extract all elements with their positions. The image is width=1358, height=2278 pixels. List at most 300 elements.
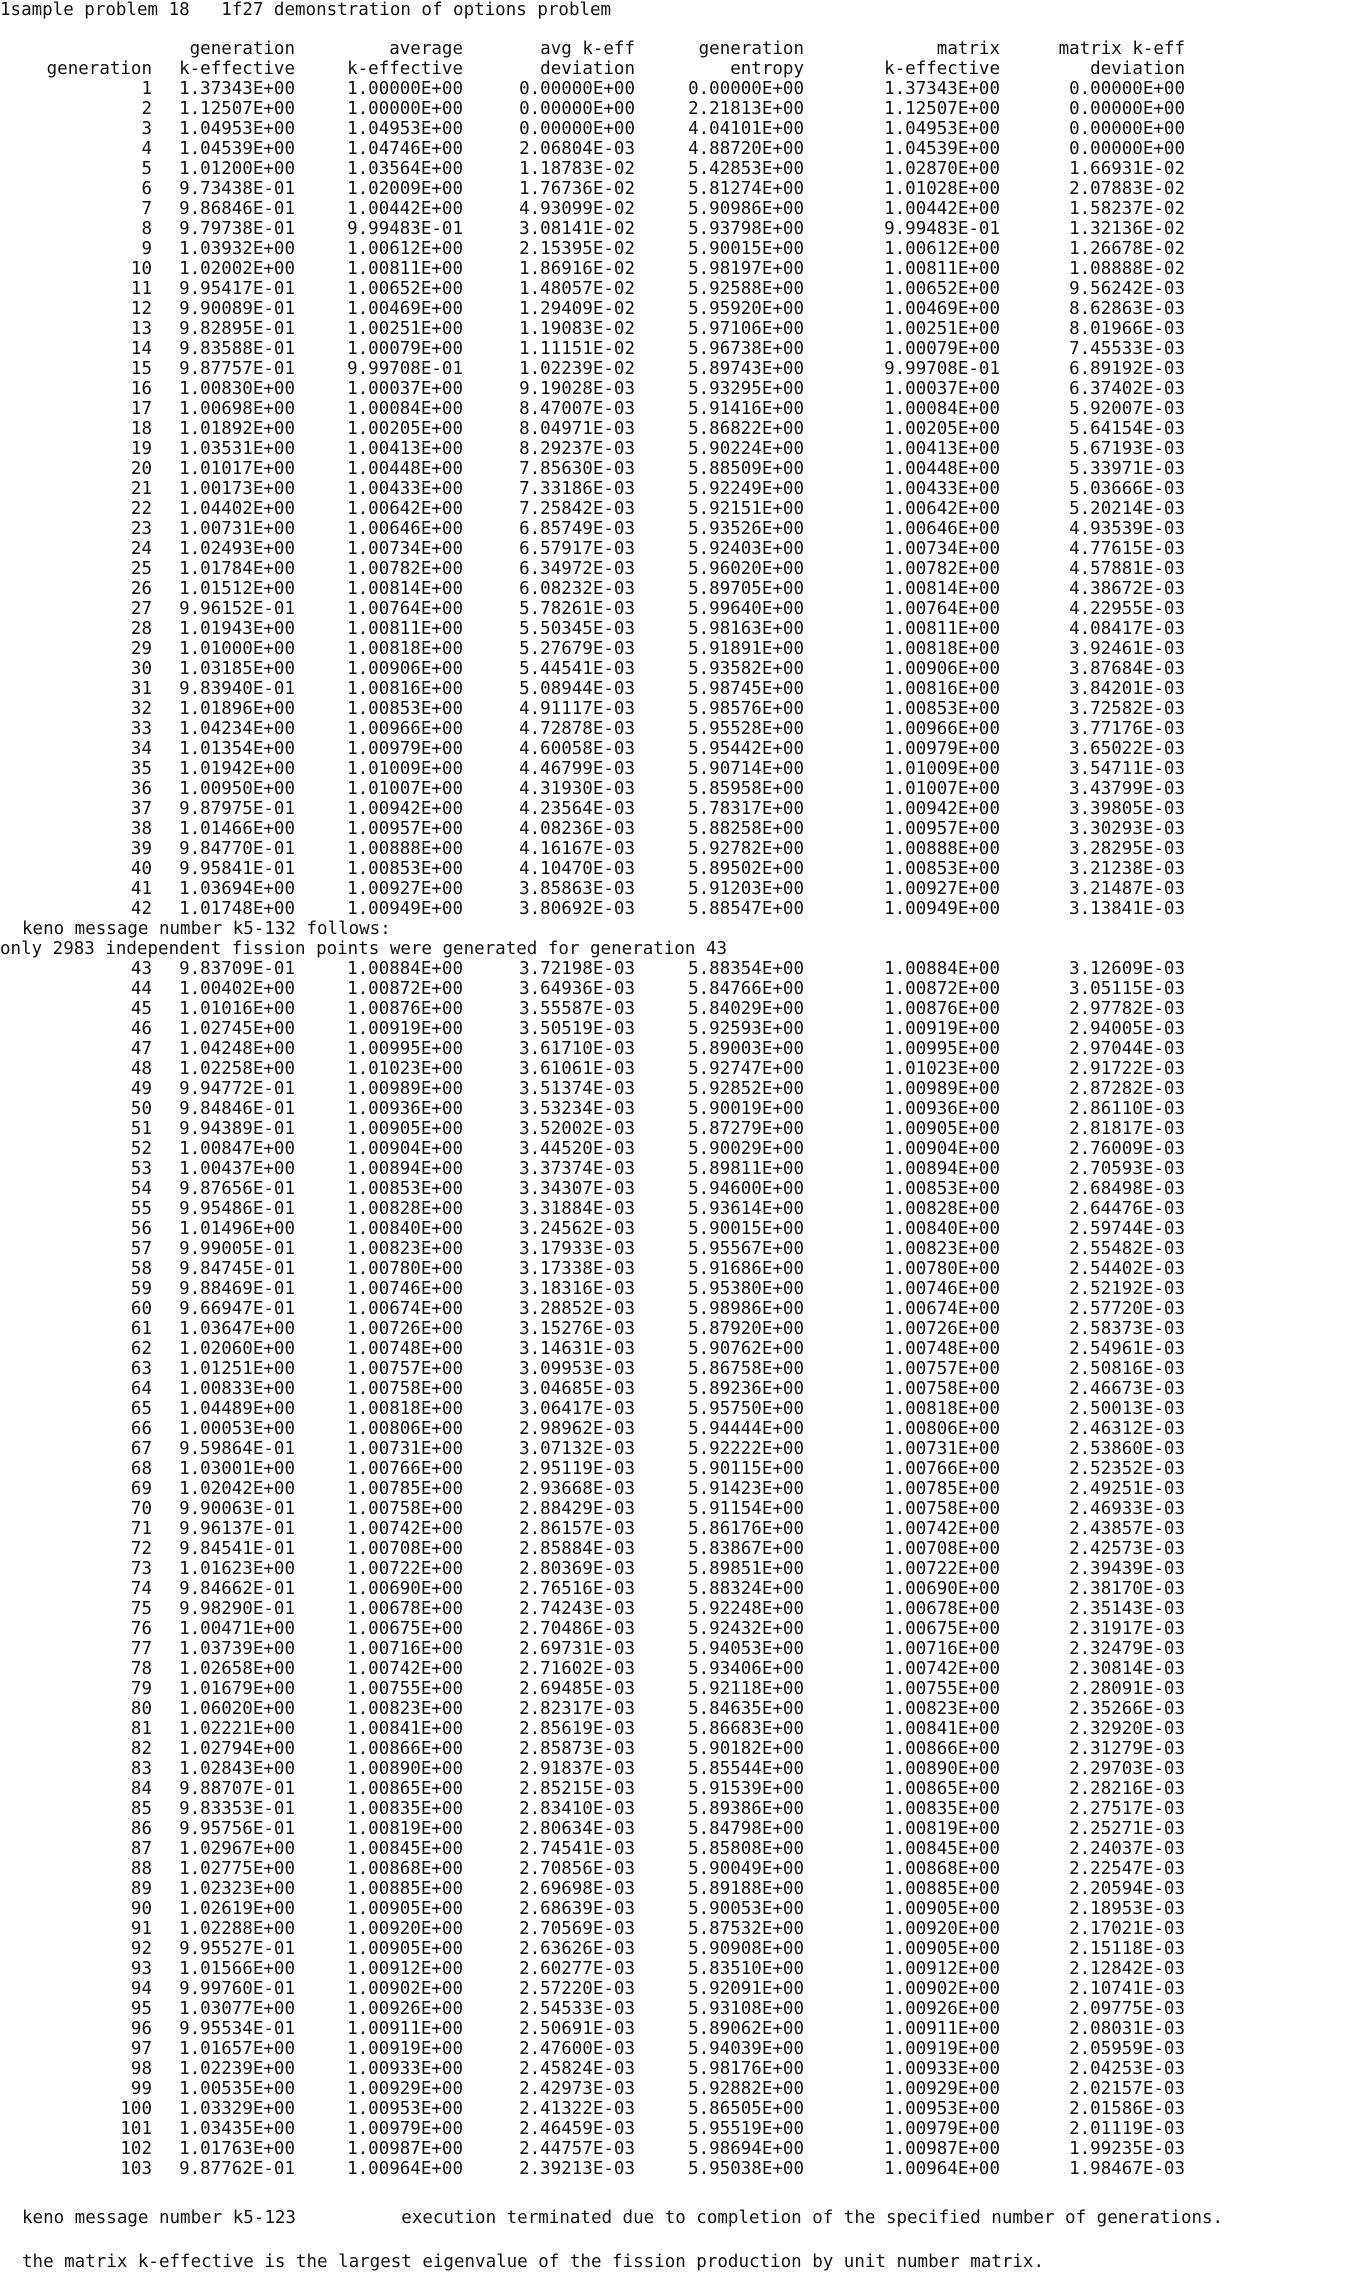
table-row	[0, 799, 1185, 819]
matrix-k-eff-deviation-cell: 2.20594E-03	[1069, 1879, 1185, 1899]
generation-k-effective-cell: 1.02619E+00	[179, 1899, 295, 1919]
average-k-effective-cell: 1.00037E+00	[347, 379, 463, 399]
matrix-k-effective-cell: 1.00678E+00	[884, 1599, 1000, 1619]
generation-k-effective-cell: 9.83709E-01	[179, 959, 295, 979]
generation-entropy-cell: 5.89386E+00	[688, 1799, 804, 1819]
matrix-k-effective-cell: 1.00835E+00	[884, 1799, 1000, 1819]
generation-k-effective-cell: 1.00950E+00	[179, 779, 295, 799]
generation-entropy-cell: 5.95920E+00	[688, 299, 804, 319]
average-k-effective-cell: 1.00872E+00	[347, 979, 463, 999]
table-row	[0, 519, 1185, 539]
generation-entropy-cell: 5.87920E+00	[688, 1319, 804, 1339]
matrix-k-eff-deviation-header: matrix k-eff	[1058, 39, 1185, 59]
matrix-k-eff-deviation-cell: 1.99235E-03	[1069, 2139, 1185, 2159]
generation-cell: 86	[130, 1819, 152, 1839]
avg-k-eff-deviation-cell: 5.44541E-03	[519, 659, 635, 679]
matrix-k-effective-cell: 1.00742E+00	[884, 1659, 1000, 1679]
matrix-k-eff-deviation-cell: 2.81817E-03	[1069, 1119, 1185, 1139]
generation-cell: 63	[130, 1359, 152, 1379]
generation-entropy-cell: 5.93582E+00	[688, 659, 804, 679]
generation-entropy-cell: 5.97106E+00	[688, 319, 804, 339]
generation-cell: 23	[130, 519, 152, 539]
generation-k-effective-cell: 1.06020E+00	[179, 1699, 295, 1719]
matrix-k-effective-cell: 1.00868E+00	[884, 1859, 1000, 1879]
generation-cell: 59	[130, 1279, 152, 1299]
matrix-k-eff-deviation-cell: 3.43799E-03	[1069, 779, 1185, 799]
matrix-k-effective-cell: 1.00652E+00	[884, 279, 1000, 299]
table-row	[0, 1799, 1185, 1819]
generation-k-effective-cell: 1.37343E+00	[179, 79, 295, 99]
avg-k-eff-deviation-cell: 2.74541E-03	[519, 1839, 635, 1859]
avg-k-eff-deviation-cell: 3.44520E-03	[519, 1139, 635, 1159]
generation-entropy-cell: 5.84766E+00	[688, 979, 804, 999]
matrix-k-eff-deviation-cell: 2.28216E-03	[1069, 1779, 1185, 1799]
matrix-k-eff-deviation-cell: 2.46312E-03	[1069, 1419, 1185, 1439]
average-k-effective-cell: 1.00823E+00	[347, 1239, 463, 1259]
average-k-effective-cell: 1.01007E+00	[347, 779, 463, 799]
generation-cell: 88	[130, 1859, 152, 1879]
table-row	[0, 2039, 1185, 2059]
avg-k-eff-deviation-cell: 2.85873E-03	[519, 1739, 635, 1759]
avg-k-eff-deviation-cell: 2.46459E-03	[519, 2119, 635, 2139]
average-k-effective-cell: 1.00742E+00	[347, 1519, 463, 1539]
table-row	[0, 1399, 1185, 1419]
generation-cell: 22	[130, 499, 152, 519]
generation-k-effective-cell: 1.02221E+00	[179, 1719, 295, 1739]
generation-cell: 21	[130, 479, 152, 499]
avg-k-eff-deviation-cell: 2.74243E-03	[519, 1599, 635, 1619]
generation-entropy-cell: 5.93406E+00	[688, 1659, 804, 1679]
generation-cell: 40	[130, 859, 152, 879]
generation-entropy-cell: 5.91203E+00	[688, 879, 804, 899]
avg-k-eff-deviation-cell: 3.55587E-03	[519, 999, 635, 1019]
matrix-k-eff-deviation-cell: 2.38170E-03	[1069, 1579, 1185, 1599]
avg-k-eff-deviation-cell: 7.25842E-03	[519, 499, 635, 519]
generation-entropy-cell: 5.95038E+00	[688, 2159, 804, 2179]
matrix-k-eff-deviation-cell: 5.67193E-03	[1069, 439, 1185, 459]
generation-k-effective-cell: 9.66947E-01	[179, 1299, 295, 1319]
generation-entropy-cell: 5.85808E+00	[688, 1839, 804, 1859]
generation-cell: 56	[130, 1219, 152, 1239]
table-row	[0, 1479, 1185, 1499]
generation-entropy-cell: 5.90986E+00	[688, 199, 804, 219]
generation-entropy-cell: 5.90049E+00	[688, 1859, 804, 1879]
generation-cell: 99	[130, 2079, 152, 2099]
average-k-effective-cell: 1.00936E+00	[347, 1099, 463, 1119]
generation-cell: 74	[130, 1579, 152, 1599]
generation-k-effective-cell: 9.59864E-01	[179, 1439, 295, 1459]
avg-k-eff-deviation-cell: 2.50691E-03	[519, 2019, 635, 2039]
generation-entropy-cell: 5.90015E+00	[688, 1219, 804, 1239]
generation-cell: 35	[130, 759, 152, 779]
generation-entropy-cell: 5.90029E+00	[688, 1139, 804, 1159]
generation-k-effective-cell: 1.04248E+00	[179, 1039, 295, 1059]
table-row	[0, 2119, 1185, 2139]
generation-k-effective-cell: 9.99760E-01	[179, 1979, 295, 1999]
generation-cell: 53	[130, 1159, 152, 1179]
generation-entropy-cell: 5.89236E+00	[688, 1379, 804, 1399]
table-row	[0, 1379, 1185, 1399]
generation-cell: 93	[130, 1959, 152, 1979]
table-row	[0, 959, 1185, 979]
generation-entropy-cell: 4.04101E+00	[688, 119, 804, 139]
matrix-k-effective-cell: 1.00734E+00	[884, 539, 1000, 559]
table-row	[0, 1239, 1185, 1259]
table-row	[0, 759, 1185, 779]
average-k-effective-cell: 1.00757E+00	[347, 1359, 463, 1379]
matrix-k-effective-cell: 1.00084E+00	[884, 399, 1000, 419]
matrix-k-eff-deviation-cell: 2.91722E-03	[1069, 1059, 1185, 1079]
matrix-k-eff-deviation-cell: 4.08417E-03	[1069, 619, 1185, 639]
matrix-k-effective-cell: 1.00912E+00	[884, 1959, 1000, 1979]
matrix-k-effective-cell: 1.00823E+00	[884, 1239, 1000, 1259]
matrix-k-eff-deviation-cell: 2.49251E-03	[1069, 1479, 1185, 1499]
generation-entropy-cell: 5.98986E+00	[688, 1299, 804, 1319]
matrix-k-eff-deviation-cell: 3.65022E-03	[1069, 739, 1185, 759]
avg-k-eff-deviation-cell: 2.69698E-03	[519, 1879, 635, 1899]
generation-k-effective-cell: 9.90089E-01	[179, 299, 295, 319]
avg-k-eff-deviation-cell: 1.29409E-02	[519, 299, 635, 319]
avg-k-eff-deviation-cell: 4.91117E-03	[519, 699, 635, 719]
avg-k-eff-deviation-cell: 3.14631E-03	[519, 1339, 635, 1359]
avg-k-eff-deviation-cell: 4.08236E-03	[519, 819, 635, 839]
generation-cell: 6	[141, 179, 152, 199]
matrix-k-effective-cell: 1.00853E+00	[884, 1179, 1000, 1199]
termination-message: keno message number k5-123 execution terminated due to completion of the specified number of generations.	[22, 2208, 1224, 2228]
avg-k-eff-deviation-cell: 3.80692E-03	[519, 899, 635, 919]
average-k-effective-cell: 1.00642E+00	[347, 499, 463, 519]
matrix-k-eff-deviation-cell: 2.42573E-03	[1069, 1539, 1185, 1559]
avg-k-eff-deviation-cell: 4.10470E-03	[519, 859, 635, 879]
average-k-effective-cell: 1.00987E+00	[347, 2139, 463, 2159]
matrix-k-eff-deviation-cell: 2.55482E-03	[1069, 1239, 1185, 1259]
generation-k-effective-cell: 1.02239E+00	[179, 2059, 295, 2079]
matrix-k-effective-cell: 1.00865E+00	[884, 1779, 1000, 1799]
matrix-k-eff-deviation-cell: 2.35266E-03	[1069, 1699, 1185, 1719]
generation-cell: 20	[130, 459, 152, 479]
generation-cell: 10	[130, 259, 152, 279]
generation-k-effective-cell: 1.00535E+00	[179, 2079, 295, 2099]
matrix-k-effective-cell: 1.00612E+00	[884, 239, 1000, 259]
table-row	[0, 439, 1185, 459]
average-k-effective-cell: 1.00646E+00	[347, 519, 463, 539]
generation-k-effective-cell: 1.00830E+00	[179, 379, 295, 399]
generation-k-effective-cell: 9.99005E-01	[179, 1239, 295, 1259]
generation-entropy-cell: 0.00000E+00	[688, 79, 804, 99]
average-k-effective-cell: 1.00652E+00	[347, 279, 463, 299]
generation-cell: 19	[130, 439, 152, 459]
generation-entropy-cell: 5.84635E+00	[688, 1699, 804, 1719]
matrix-k-effective-cell: 1.00675E+00	[884, 1619, 1000, 1639]
avg-k-eff-deviation-cell: 1.48057E-02	[519, 279, 635, 299]
generation-k-effective-cell: 1.01017E+00	[179, 459, 295, 479]
average-k-effective-cell: 1.00919E+00	[347, 2039, 463, 2059]
matrix-k-eff-deviation-cell: 3.28295E-03	[1069, 839, 1185, 859]
generation-entropy-cell: 5.95519E+00	[688, 2119, 804, 2139]
average-k-effective-cell: 1.00841E+00	[347, 1719, 463, 1739]
table-row	[0, 1319, 1185, 1339]
generation-k-effective-cell: 9.95486E-01	[179, 1199, 295, 1219]
avg-k-eff-deviation-cell: 9.19028E-03	[519, 379, 635, 399]
matrix-k-effective-cell: 1.00995E+00	[884, 1039, 1000, 1059]
matrix-k-effective-cell: 1.00933E+00	[884, 2059, 1000, 2079]
generation-k-effective-cell: 1.03077E+00	[179, 1999, 295, 2019]
matrix-k-eff-deviation-cell: 2.58373E-03	[1069, 1319, 1185, 1339]
generation-k-effective-cell: 9.90063E-01	[179, 1499, 295, 1519]
average-k-effective-cell: 1.00818E+00	[347, 639, 463, 659]
generation-entropy-cell: 5.81274E+00	[688, 179, 804, 199]
table-row	[0, 1519, 1185, 1539]
matrix-k-eff-deviation-cell: 9.56242E-03	[1069, 279, 1185, 299]
generation-k-effective-cell: 1.01679E+00	[179, 1679, 295, 1699]
generation-k-effective-cell: 1.04234E+00	[179, 719, 295, 739]
matrix-k-eff-deviation-cell: 1.98467E-03	[1069, 2159, 1185, 2179]
average-k-effective-cell: 1.00806E+00	[347, 1419, 463, 1439]
matrix-k-eff-deviation-cell: 3.39805E-03	[1069, 799, 1185, 819]
avg-k-eff-deviation-cell: 4.60058E-03	[519, 739, 635, 759]
matrix-k-eff-deviation-header: deviation	[1090, 59, 1185, 79]
matrix-k-eff-deviation-cell: 0.00000E+00	[1069, 119, 1185, 139]
matrix-k-effective-cell: 1.00780E+00	[884, 1259, 1000, 1279]
matrix-k-eff-deviation-cell: 3.05115E-03	[1069, 979, 1185, 999]
generation-k-effective-cell: 9.88707E-01	[179, 1779, 295, 1799]
generation-cell: 44	[130, 979, 152, 999]
generation-k-effective-cell: 9.82895E-01	[179, 319, 295, 339]
generation-entropy-cell: 5.92249E+00	[688, 479, 804, 499]
matrix-k-effective-cell: 1.00690E+00	[884, 1579, 1000, 1599]
generation-cell: 65	[130, 1399, 152, 1419]
avg-k-eff-deviation-cell: 0.00000E+00	[519, 99, 635, 119]
matrix-k-eff-deviation-cell: 2.31279E-03	[1069, 1739, 1185, 1759]
matrix-k-effective-cell: 1.00079E+00	[884, 339, 1000, 359]
generation-cell: 73	[130, 1559, 152, 1579]
generation-entropy-cell: 5.89851E+00	[688, 1559, 804, 1579]
generation-cell: 33	[130, 719, 152, 739]
average-k-effective-cell: 1.00205E+00	[347, 419, 463, 439]
average-k-effective-cell: 1.04746E+00	[347, 139, 463, 159]
matrix-k-effective-cell: 1.00979E+00	[884, 2119, 1000, 2139]
generation-cell: 55	[130, 1199, 152, 1219]
matrix-k-eff-deviation-cell: 2.05959E-03	[1069, 2039, 1185, 2059]
generation-cell: 47	[130, 1039, 152, 1059]
average-k-effective-cell: 1.00758E+00	[347, 1379, 463, 1399]
average-k-effective-cell: 1.00251E+00	[347, 319, 463, 339]
avg-k-eff-deviation-cell: 2.41322E-03	[519, 2099, 635, 2119]
table-row	[0, 1019, 1185, 1039]
average-k-effective-cell: 1.00755E+00	[347, 1679, 463, 1699]
matrix-k-effective-cell: 1.00708E+00	[884, 1539, 1000, 1559]
matrix-k-effective-cell: 1.00949E+00	[884, 899, 1000, 919]
generation-entropy-cell: 5.90182E+00	[688, 1739, 804, 1759]
generation-entropy-cell: 5.94053E+00	[688, 1639, 804, 1659]
matrix-k-effective-cell: 1.00964E+00	[884, 2159, 1000, 2179]
generation-cell: 95	[130, 1999, 152, 2019]
matrix-k-eff-deviation-cell: 2.87282E-03	[1069, 1079, 1185, 1099]
generation-entropy-cell: 5.89003E+00	[688, 1039, 804, 1059]
generation-cell: 60	[130, 1299, 152, 1319]
generation-entropy-cell: 5.90224E+00	[688, 439, 804, 459]
matrix-k-effective-cell: 1.00911E+00	[884, 2019, 1000, 2039]
avg-k-eff-deviation-cell: 2.98962E-03	[519, 1419, 635, 1439]
generation-cell: 98	[130, 2059, 152, 2079]
generation-cell: 94	[130, 1979, 152, 1999]
generation-k-effective-cell: 1.00471E+00	[179, 1619, 295, 1639]
generation-cell: 52	[130, 1139, 152, 1159]
generation-entropy-cell: 5.91423E+00	[688, 1479, 804, 1499]
matrix-k-eff-deviation-cell: 2.50816E-03	[1069, 1359, 1185, 1379]
average-k-effective-cell: 1.00890E+00	[347, 1759, 463, 1779]
matrix-k-effective-cell: 9.99483E-01	[884, 219, 1000, 239]
matrix-k-effective-cell: 1.00748E+00	[884, 1339, 1000, 1359]
generation-entropy-cell: 5.83867E+00	[688, 1539, 804, 1559]
matrix-k-effective-cell: 1.00442E+00	[884, 199, 1000, 219]
fission-points-warning: only 2983 independent fission points were generated for generation 43	[0, 939, 727, 959]
matrix-k-effective-cell: 1.00890E+00	[884, 1759, 1000, 1779]
table-row	[0, 659, 1185, 679]
matrix-k-eff-deviation-cell: 2.04253E-03	[1069, 2059, 1185, 2079]
generation-cell: 1	[141, 79, 152, 99]
generation-k-effective-cell: 1.00053E+00	[179, 1419, 295, 1439]
table-row	[0, 1759, 1185, 1779]
generation-cell: 75	[130, 1599, 152, 1619]
table-row	[0, 1219, 1185, 1239]
generation-k-effective-cell: 9.84745E-01	[179, 1259, 295, 1279]
average-k-effective-cell: 1.00731E+00	[347, 1439, 463, 1459]
avg-k-eff-deviation-cell: 1.18783E-02	[519, 159, 635, 179]
generation-cell: 71	[130, 1519, 152, 1539]
generation-entropy-cell: 5.85958E+00	[688, 779, 804, 799]
matrix-k-effective-cell: 1.00920E+00	[884, 1919, 1000, 1939]
average-k-effective-cell: 1.00819E+00	[347, 1819, 463, 1839]
avg-k-eff-deviation-cell: 3.34307E-03	[519, 1179, 635, 1199]
matrix-k-eff-deviation-cell: 2.97782E-03	[1069, 999, 1185, 1019]
avg-k-eff-deviation-cell: 3.15276E-03	[519, 1319, 635, 1339]
avg-k-eff-deviation-cell: 3.37374E-03	[519, 1159, 635, 1179]
avg-k-eff-deviation-cell: 2.85619E-03	[519, 1719, 635, 1739]
matrix-k-effective-cell: 1.00037E+00	[884, 379, 1000, 399]
generation-entropy-cell: 5.88509E+00	[688, 459, 804, 479]
avg-k-eff-deviation-cell: 3.08141E-02	[519, 219, 635, 239]
average-k-effective-cell: 1.04953E+00	[347, 119, 463, 139]
generation-k-effective-cell: 1.02745E+00	[179, 1019, 295, 1039]
table-row	[0, 239, 1185, 259]
avg-k-eff-deviation-cell: 3.72198E-03	[519, 959, 635, 979]
generation-k-effective-cell: 1.02002E+00	[179, 259, 295, 279]
generation-k-effective-cell: 1.01943E+00	[179, 619, 295, 639]
matrix-k-eff-deviation-cell: 4.57881E-03	[1069, 559, 1185, 579]
average-k-effective-cell: 1.00964E+00	[347, 2159, 463, 2179]
matrix-k-effective-cell: 1.00742E+00	[884, 1519, 1000, 1539]
matrix-k-effective-cell: 1.00469E+00	[884, 299, 1000, 319]
generation-k-effective-cell: 1.03739E+00	[179, 1639, 295, 1659]
avg-k-eff-deviation-cell: 2.60277E-03	[519, 1959, 635, 1979]
generation-k-effective-cell: 1.01784E+00	[179, 559, 295, 579]
avg-k-eff-deviation-cell: 2.80634E-03	[519, 1819, 635, 1839]
avg-k-eff-deviation-cell: 6.08232E-03	[519, 579, 635, 599]
generation-entropy-cell: 5.92852E+00	[688, 1079, 804, 1099]
avg-k-eff-deviation-header: deviation	[540, 59, 635, 79]
generation-k-effective-cell: 9.87975E-01	[179, 799, 295, 819]
matrix-k-eff-deviation-cell: 3.21487E-03	[1069, 879, 1185, 899]
avg-k-eff-deviation-cell: 3.61061E-03	[519, 1059, 635, 1079]
table-row	[0, 1199, 1185, 1219]
matrix-k-eff-deviation-cell: 2.68498E-03	[1069, 1179, 1185, 1199]
matrix-k-effective-cell: 1.00885E+00	[884, 1879, 1000, 1899]
avg-k-eff-deviation-cell: 5.50345E-03	[519, 619, 635, 639]
matrix-k-effective-cell: 1.00766E+00	[884, 1459, 1000, 1479]
matrix-k-eff-deviation-cell: 1.26678E-02	[1069, 239, 1185, 259]
avg-k-eff-deviation-cell: 8.47007E-03	[519, 399, 635, 419]
generation-entropy-cell: 5.94600E+00	[688, 1179, 804, 1199]
generation-entropy-cell: 5.88354E+00	[688, 959, 804, 979]
generation-entropy-cell: 5.89743E+00	[688, 359, 804, 379]
matrix-k-effective-cell: 1.00205E+00	[884, 419, 1000, 439]
matrix-k-eff-deviation-cell: 2.86110E-03	[1069, 1099, 1185, 1119]
avg-k-eff-deviation-cell: 3.17933E-03	[519, 1239, 635, 1259]
generation-entropy-cell: 5.98176E+00	[688, 2059, 804, 2079]
table-row	[0, 1459, 1185, 1479]
generation-k-effective-cell: 1.03435E+00	[179, 2119, 295, 2139]
average-k-effective-cell: 1.00853E+00	[347, 1179, 463, 1199]
matrix-k-eff-deviation-cell: 2.25271E-03	[1069, 1819, 1185, 1839]
avg-k-eff-deviation-cell: 6.57917E-03	[519, 539, 635, 559]
table-row	[0, 819, 1185, 839]
matrix-k-effective-cell: 1.00819E+00	[884, 1819, 1000, 1839]
generation-cell: 54	[130, 1179, 152, 1199]
avg-k-eff-deviation-cell: 2.42973E-03	[519, 2079, 635, 2099]
generation-k-effective-cell: 9.96152E-01	[179, 599, 295, 619]
matrix-k-eff-deviation-cell: 4.77615E-03	[1069, 539, 1185, 559]
generation-entropy-cell: 5.98576E+00	[688, 699, 804, 719]
matrix-k-eff-deviation-cell: 1.66931E-02	[1069, 159, 1185, 179]
table-row	[0, 2139, 1185, 2159]
generation-cell: 82	[130, 1739, 152, 1759]
generation-cell: 5	[141, 159, 152, 179]
generation-table	[0, 39, 1185, 2179]
avg-k-eff-deviation-cell: 1.76736E-02	[519, 179, 635, 199]
average-k-effective-cell: 1.00919E+00	[347, 1019, 463, 1039]
average-k-effective-cell: 1.00845E+00	[347, 1839, 463, 1859]
generation-k-effective-cell: 9.84541E-01	[179, 1539, 295, 1559]
avg-k-eff-deviation-cell: 8.29237E-03	[519, 439, 635, 459]
table-row	[0, 2079, 1185, 2099]
generation-cell: 90	[130, 1899, 152, 1919]
table-row	[0, 1039, 1185, 1059]
matrix-k-effective-cell: 1.00811E+00	[884, 619, 1000, 639]
generation-entropy-cell: 5.86505E+00	[688, 2099, 804, 2119]
average-k-effective-cell: 1.00927E+00	[347, 879, 463, 899]
average-k-effective-cell: 1.00811E+00	[347, 619, 463, 639]
average-k-effective-cell: 1.00979E+00	[347, 2119, 463, 2139]
generation-entropy-cell: 5.86683E+00	[688, 1719, 804, 1739]
matrix-k-eff-deviation-cell: 2.64476E-03	[1069, 1199, 1185, 1219]
generation-entropy-cell: 5.92091E+00	[688, 1979, 804, 1999]
table-row	[0, 399, 1185, 419]
generation-entropy-cell: 5.96738E+00	[688, 339, 804, 359]
matrix-k-effective-cell: 1.00942E+00	[884, 799, 1000, 819]
table-row	[0, 139, 1185, 159]
avg-k-eff-deviation-cell: 3.28852E-03	[519, 1299, 635, 1319]
matrix-k-effective-cell: 1.00758E+00	[884, 1379, 1000, 1399]
generation-k-effective-cell: 1.01016E+00	[179, 999, 295, 1019]
generation-cell: 4	[141, 139, 152, 159]
matrix-k-eff-deviation-cell: 2.54402E-03	[1069, 1259, 1185, 1279]
generation-k-effective-cell: 1.03329E+00	[179, 2099, 295, 2119]
table-header-row	[0, 39, 1185, 59]
table-row	[0, 1099, 1185, 1119]
matrix-k-effective-cell: 1.00927E+00	[884, 879, 1000, 899]
avg-k-eff-deviation-cell: 6.34972E-03	[519, 559, 635, 579]
